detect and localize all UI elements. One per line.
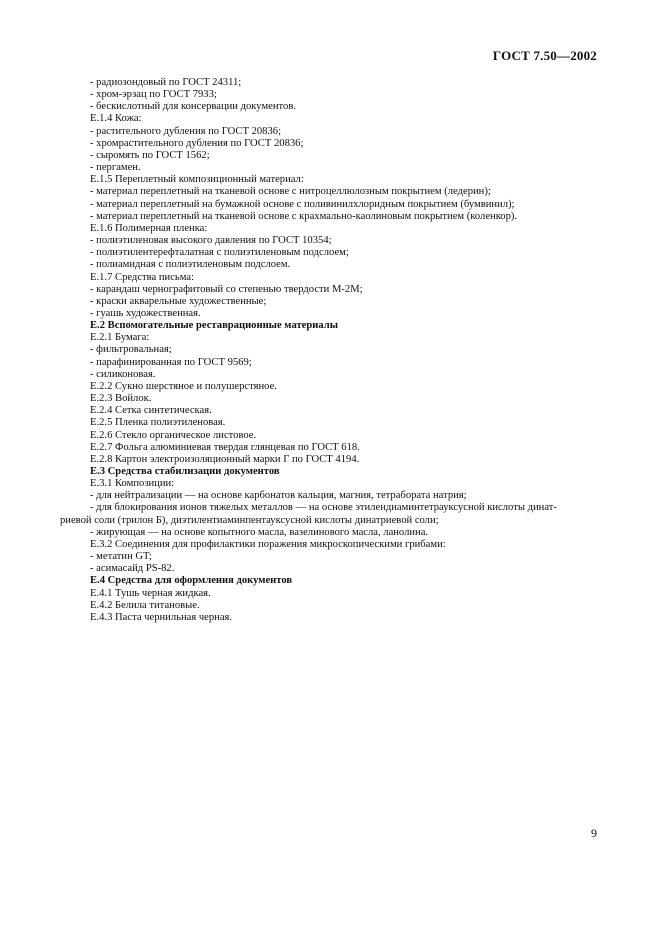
text-line: - радиозондовый по ГОСТ 24311; <box>90 77 242 88</box>
text-line: - полиамидная с полиэтиленовым подслоем. <box>90 259 291 271</box>
text-line: Е.1.6 Полимерная пленка: <box>90 222 208 234</box>
text-line: - материал переплетный на тканевой основе с крахмально-каолиновым покрытием (коленкор). <box>90 210 518 222</box>
text-line: Е.3.1 Композиции: <box>90 478 175 490</box>
text-line: - для блокирования ионов тяжелых металлов — на основе этилендиаминтетрауксусной кислоты динат- <box>90 502 557 514</box>
text-line: Е.1.4 Кожа: <box>90 113 142 125</box>
text-line: Е.2.8 Картон электроизоляционный марки Г по ГОСТ 4194. <box>90 453 360 465</box>
page-number: 9 <box>591 826 597 840</box>
text-line: - полиэтилентерефталатная с полиэтиленовым подслоем; <box>90 247 349 259</box>
text-line: - силиконовая. <box>90 368 156 380</box>
text-line: - хром-эрзац по ГОСТ 7933; <box>90 89 217 101</box>
text-line: - пергамен. <box>90 162 141 174</box>
text-line: - асимасайд PS-82. <box>90 563 175 575</box>
section-heading-e3: Е.3 Средства стабилизации документов <box>90 466 280 477</box>
text-line: Е.2.5 Пленка полиэтиленовая. <box>90 417 226 429</box>
text-line: Е.4.1 Тушь черная жидкая. <box>90 587 211 599</box>
text-line: Е.2.4 Сетка синтетическая. <box>90 405 212 417</box>
text-line: Е.4.2 Белила титановые. <box>90 599 200 611</box>
text-line: Е.1.5 Переплетный композиционный материал: <box>90 174 304 186</box>
section-heading-e2: Е.2 Вспомогательные реставрационные материалы <box>90 320 338 332</box>
text-line: - полиэтиленовая высокого давления по ГОСТ 10354; <box>90 235 332 247</box>
text-line-continuation: риевой соли (трилон Б), диэтилентиаминпентауксусной кислоты динатриевой соли; <box>60 514 439 526</box>
text-line: - сыромять по ГОСТ 1562; <box>90 149 210 161</box>
text-line: - для нейтрализации — на основе карбонатов кальция, магния, тетрабората натрия; <box>90 490 467 502</box>
text-line: - растительного дубления по ГОСТ 20836; <box>90 125 282 137</box>
text-line: Е.3.2 Соединения для профилактики поражения микроскопическими грибами: <box>90 538 446 550</box>
text-line: - карандаш чернографитовый со степенью твердости М-2М; <box>90 283 363 295</box>
text-line: - материал переплетный на бумажной основе с поливинилхлоридным покрытием (бумвинил); <box>90 198 515 210</box>
text-line: Е.2.1 Бумага: <box>90 332 150 344</box>
text-line: Е.2.3 Войлок. <box>90 393 152 405</box>
text-line: Е.2.2 Сукно шерстяное и полушерстяное. <box>90 380 277 392</box>
section-heading-e4: Е.4 Средства для оформления документов <box>90 575 293 587</box>
text-line: Е.4.3 Паста чернильная черная. <box>90 611 233 623</box>
text-line: - материал переплетный на тканевой основе с нитроцеллюлозным покрытием (ледерин); <box>90 186 491 198</box>
text-line: - фильтровальная; <box>90 344 172 356</box>
text-line: Е.1.7 Средства письма: <box>90 271 195 283</box>
document-body <box>60 77 597 624</box>
text-line: Е.2.7 Фольга алюминиевая твердая глянцевая по ГОСТ 618. <box>90 441 360 453</box>
text-line: - краски акварельные художественные; <box>90 295 267 307</box>
text-line: - парафинированная по ГОСТ 9569; <box>90 356 252 368</box>
text-line: Е.2.6 Стекло органическое листовое. <box>90 429 257 441</box>
text-line: - хромрастительного дубления по ГОСТ 20836; <box>90 137 304 149</box>
document-header: ГОСТ 7.50—2002 <box>492 48 597 63</box>
text-line: - жирующая — на основе копытного масла, вазелинового масла, ланолина. <box>90 526 429 538</box>
text-line: - бескислотный для консервации документов. <box>90 101 296 113</box>
text-line: - метатин GT; <box>90 551 152 563</box>
text-line: - гуашь художественная. <box>90 307 201 319</box>
